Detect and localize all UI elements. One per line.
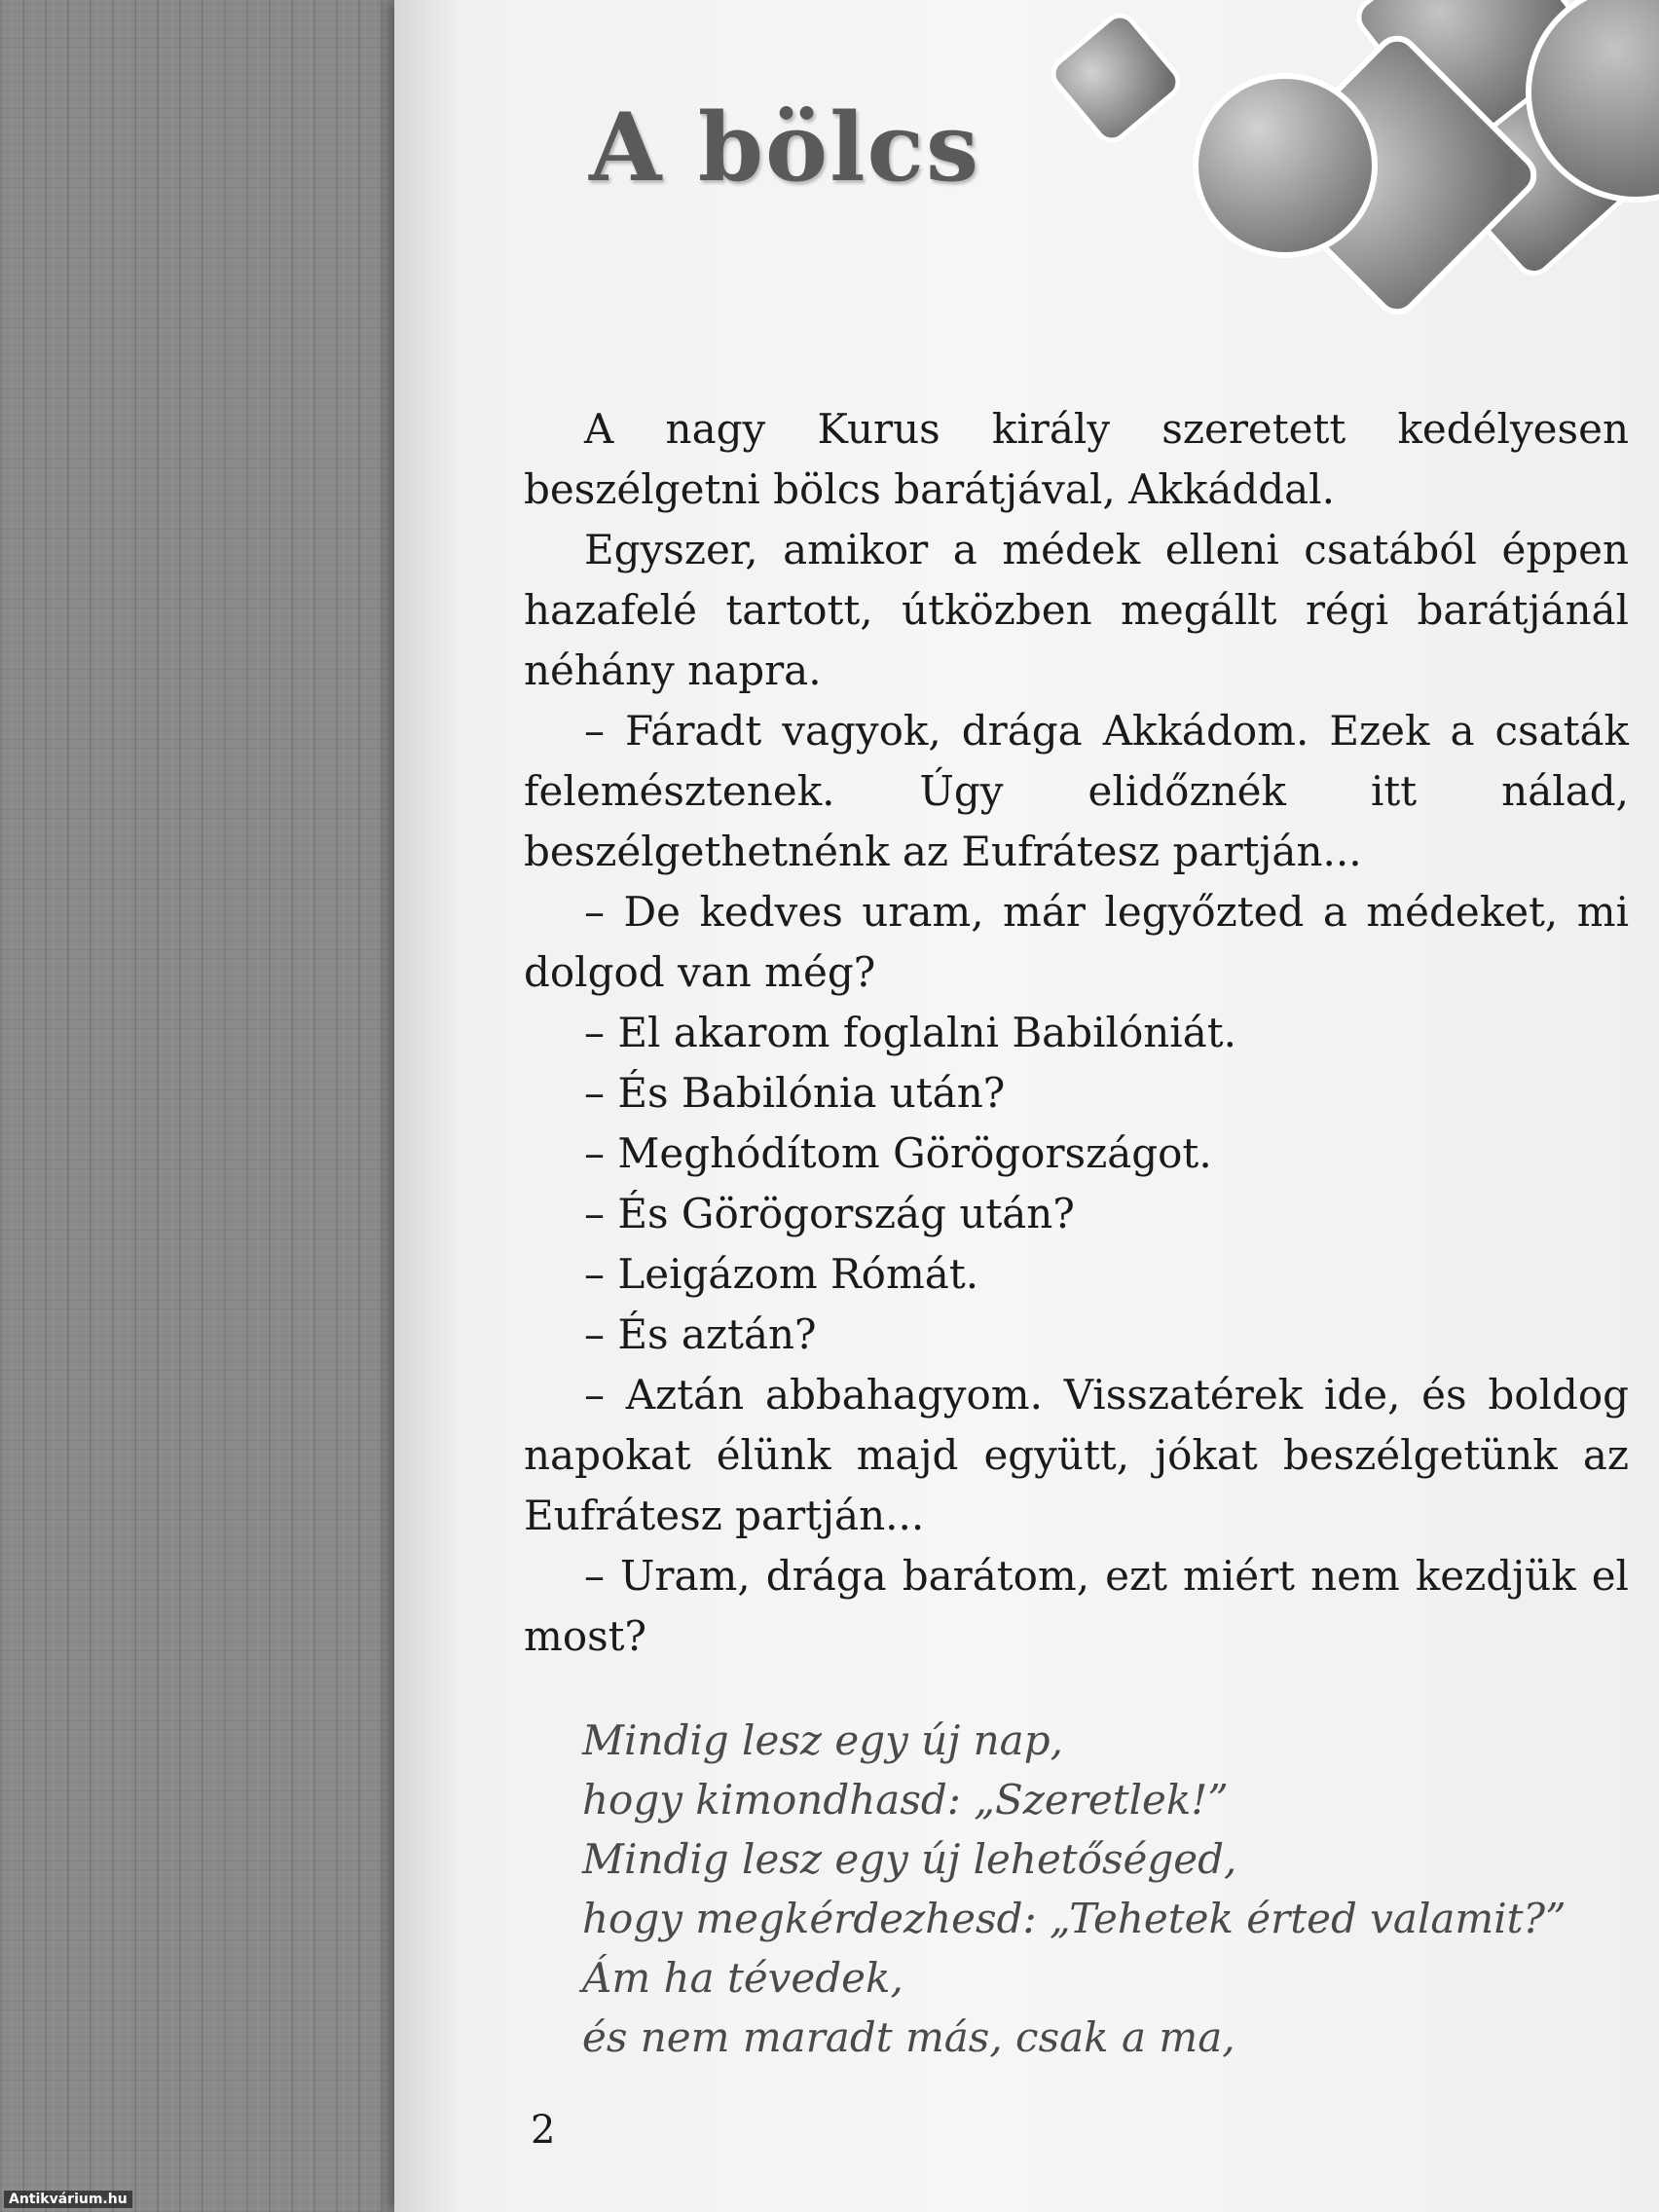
- circle-shape: [1196, 76, 1375, 255]
- poem: [582, 1711, 1643, 2067]
- decorative-shapes: [1013, 0, 1659, 341]
- story-paragraph: – És Babilónia után?: [584, 1069, 1006, 1117]
- watermark-text: Antikvárium.hu: [4, 2191, 132, 2208]
- poem-line: hogy megkérdezhesd: „Tehetek érted valamit?”: [582, 1895, 1567, 1942]
- poem-line: Ám ha tévedek,: [582, 1954, 903, 2002]
- story-text: [524, 399, 1629, 1667]
- wooden-table-background: [0, 0, 394, 2212]
- story-paragraph: A nagy Kurus király szeretett kedélyesen beszélgetni bölcs barátjával, Akkáddal.: [524, 405, 1629, 513]
- story-paragraph: – Fáradt vagyok, drága Akkádom. Ezek a csaták felemésztenek. Úgy elidőznék itt nálad, beszélgethetnénk az Eufrátesz partján...: [524, 707, 1629, 875]
- story-title: A bölcs: [589, 92, 981, 203]
- page-number: 2: [531, 2108, 556, 2153]
- story-paragraph: – És Görögország után?: [584, 1190, 1075, 1237]
- poem-line: és nem maradt más, csak a ma,: [582, 2013, 1235, 2061]
- story-paragraph: Egyszer, amikor a médek elleni csatából éppen hazafelé tartott, útközben megállt régi barátjánál néhány napra.: [524, 526, 1629, 694]
- poem-line: Mindig lesz egy új lehetőséged,: [582, 1835, 1237, 1883]
- story-paragraph: – El akarom foglalni Babilóniát.: [584, 1009, 1237, 1056]
- story-paragraph: – Uram, drága barátom, ezt miért nem kezdjük el most?: [524, 1552, 1629, 1660]
- poem-line: hogy kimondhasd: „Szeretlek!”: [582, 1776, 1229, 1824]
- story-paragraph: – És aztán?: [584, 1310, 817, 1358]
- story-paragraph: – De kedves uram, már legyőzted a médeket, mi dolgod van még?: [524, 888, 1629, 996]
- poem-line: Mindig lesz egy új nap,: [582, 1716, 1063, 1764]
- story-paragraph: – Meghódítom Görögországot.: [584, 1129, 1212, 1177]
- story-paragraph: – Aztán abbahagyom. Visszatérek ide, és boldog napokat élünk majd együtt, jókat beszélgetünk az Eufrátesz partján...: [524, 1371, 1629, 1539]
- rounded-square-shape: [1048, 10, 1185, 147]
- story-paragraph: – Leigázom Rómát.: [584, 1250, 979, 1298]
